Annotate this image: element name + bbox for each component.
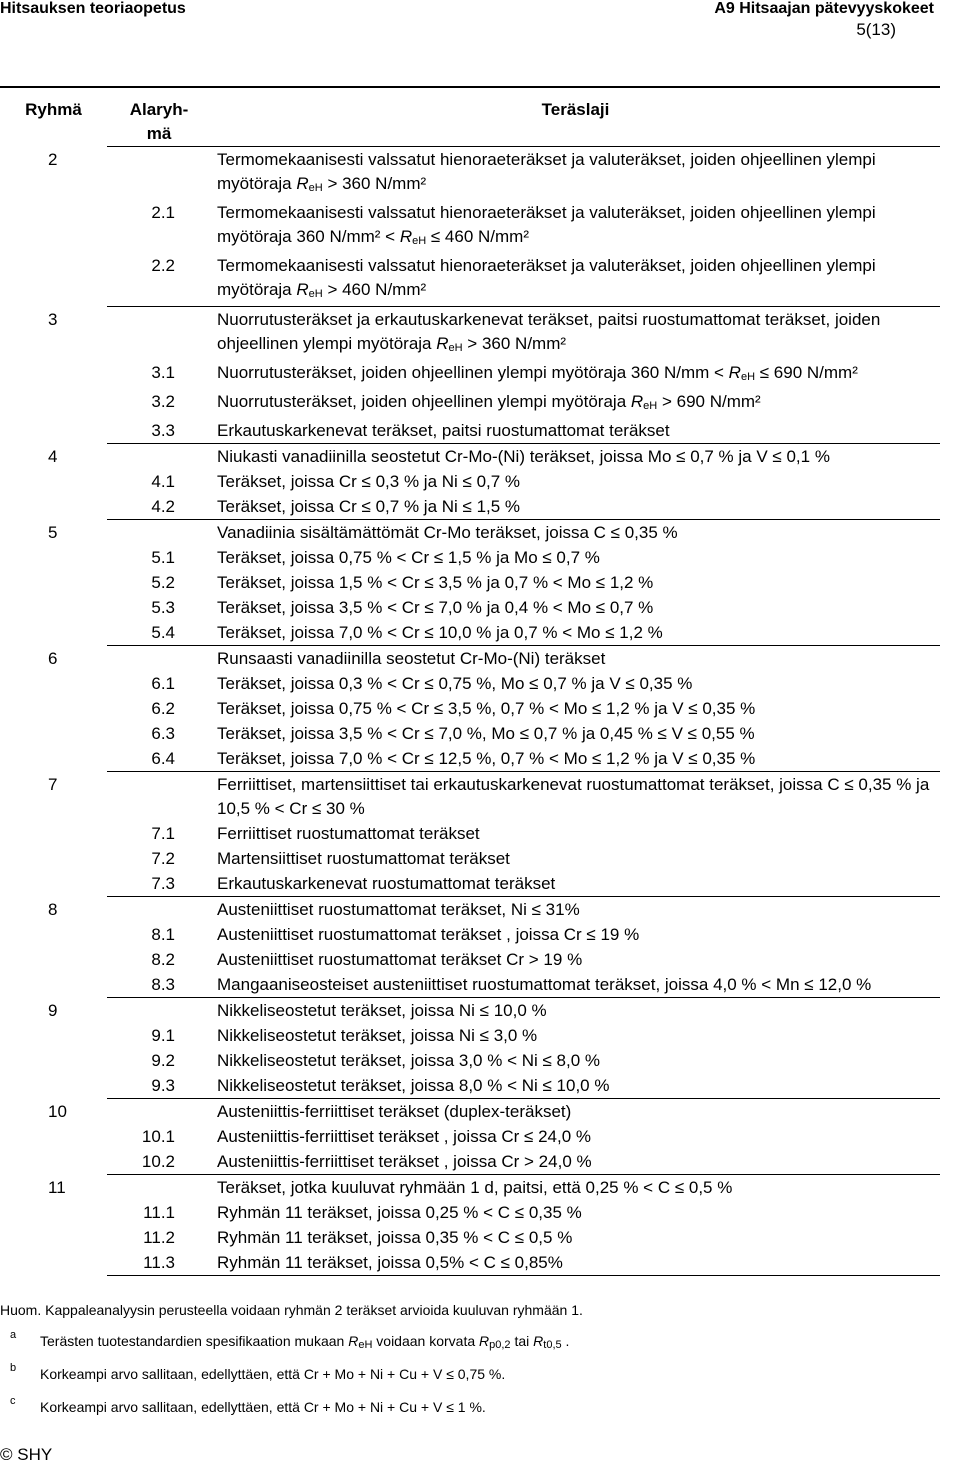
steel-type-cell: Teräkset, joissa Cr ≤ 0,7 % ja Ni ≤ 1,5 % xyxy=(217,497,521,516)
subgroup-cell: 6.4 xyxy=(151,749,175,768)
subgroup-cell: 11.3 xyxy=(107,1250,211,1276)
group-cell xyxy=(0,846,107,871)
group-cell xyxy=(0,1149,107,1175)
group-cell: 3 xyxy=(48,309,58,329)
steel-type-cell: Austeniittiset ruostumattomat teräkset, Ni ≤ 31% xyxy=(211,897,940,923)
symbol-r: R xyxy=(630,392,644,411)
steel-type-cell: Ferriittiset, martensiittiset tai erkautuskarkenevat ruostumattomat teräkset, joissa C ≤ 0,35 % ja 10,5 % < Cr ≤ 30 % xyxy=(211,772,940,822)
subgroup-cell: 4.1 xyxy=(151,472,175,491)
steel-type-cell: Teräkset, jotka kuuluvat ryhmään 1 d, paitsi, että 0,25 % < C ≤ 0,5 % xyxy=(211,1175,940,1201)
table-row xyxy=(0,595,940,620)
group-cell xyxy=(0,746,107,772)
subgroup-cell: 11.1 xyxy=(143,1203,175,1222)
table-row xyxy=(0,721,940,746)
steel-type-cell: Teräkset, joissa 3,5 % < Cr ≤ 7,0 % ja 0,4 % < Mo ≤ 0,7 % xyxy=(217,598,654,617)
steel-type-cell: Austeniittis-ferriittiset teräkset , joissa Cr ≤ 24,0 % xyxy=(217,1127,592,1146)
group-cell xyxy=(0,253,107,307)
steel-type-cell: Teräkset, joissa Cr ≤ 0,3 % ja Ni ≤ 0,7 % xyxy=(217,472,521,491)
subgroup-cell: 4.2 xyxy=(151,497,175,516)
table-row xyxy=(0,696,940,721)
subgroup-cell: 2.2 xyxy=(151,256,175,275)
steel-type-cell: Niukasti vanadiinilla seostetut Cr-Mo-(Ni) teräkset, joissa Mo ≤ 0,7 % ja V ≤ 0,1 % xyxy=(211,444,940,470)
table-body xyxy=(0,147,940,1276)
group-cell xyxy=(0,871,107,897)
subscript: eH xyxy=(308,288,323,300)
table-row xyxy=(0,922,940,947)
table-row xyxy=(0,307,940,361)
table-row xyxy=(0,821,940,846)
subscript: eH xyxy=(740,371,756,383)
footnote-marker: b xyxy=(10,1362,17,1374)
page-number: 5(13) xyxy=(856,20,896,39)
table-row xyxy=(0,147,940,201)
group-cell xyxy=(0,595,107,620)
symbol-r: R xyxy=(436,334,449,353)
subgroup-cell: 10.1 xyxy=(141,1127,175,1146)
group-cell xyxy=(0,360,107,389)
footnote-marker: c xyxy=(10,1395,16,1407)
steel-type-cell: Termomekaanisesti valssatut hienoraeteräkset ja valuteräkset, joiden ohjeellinen ylempi myötöraja ReH > 360 N/mm² xyxy=(211,147,940,201)
steel-type-cell: Teräkset, joissa 3,5 % < Cr ≤ 7,0 %, Mo ≤ 0,7 % ja 0,45 % ≤ V ≤ 0,55 % xyxy=(217,724,755,743)
subgroup-cell: 11.2 xyxy=(143,1228,175,1247)
steel-type-cell: Ryhmän 11 teräkset, joissa 0,5% < C ≤ 0,85% xyxy=(211,1250,940,1276)
table-row xyxy=(0,418,940,444)
group-cell: 7 xyxy=(48,774,58,794)
table-row xyxy=(0,389,940,418)
table-row xyxy=(0,494,940,520)
group-cell xyxy=(0,1124,107,1149)
table-row xyxy=(0,1073,940,1099)
group-cell xyxy=(0,671,107,696)
header-subgroup-line2: mä xyxy=(146,124,172,143)
steel-type-cell: Teräkset, joissa 0,75 % < Cr ≤ 1,5 % ja Mo ≤ 0,7 % xyxy=(217,548,600,567)
steel-type-cell: Nikkeliseostetut teräkset, joissa Ni ≤ 10,0 % xyxy=(211,998,940,1024)
group-cell: 5 xyxy=(48,522,58,542)
table-row xyxy=(0,746,940,772)
table-row xyxy=(0,570,940,595)
group-cell xyxy=(0,1073,107,1099)
group-cell xyxy=(0,947,107,972)
subgroup-cell: 3.2 xyxy=(151,392,175,411)
header-subgroup-line1: Alaryh- xyxy=(129,100,189,119)
symbol-r: R xyxy=(728,363,741,382)
table-row xyxy=(0,871,940,897)
subgroup-cell: 7.3 xyxy=(151,874,175,893)
group-cell: 6 xyxy=(48,648,58,668)
table-row xyxy=(0,469,940,494)
group-cell xyxy=(0,696,107,721)
subgroup-cell: 6.3 xyxy=(151,724,175,743)
subgroup-cell xyxy=(107,897,211,923)
subgroup-cell: 8.2 xyxy=(151,950,175,969)
subgroup-cell xyxy=(107,1099,211,1125)
footnote-marker: a xyxy=(10,1329,17,1341)
subscript: eH xyxy=(308,182,323,194)
subgroup-cell xyxy=(107,1175,211,1201)
table-row xyxy=(0,772,940,822)
steel-type-cell: Ryhmän 11 teräkset, joissa 0,35 % < C ≤ 0,5 % xyxy=(217,1228,573,1247)
subgroup-cell: 6.2 xyxy=(151,699,175,718)
subgroup-cell xyxy=(107,520,211,546)
steel-type-cell: Nikkeliseostetut teräkset, joissa 3,0 % < Ni ≤ 8,0 % xyxy=(217,1051,601,1070)
group-cell xyxy=(0,418,107,444)
group-cell xyxy=(0,1250,107,1276)
steel-type-cell: Nuorrutusteräkset, joiden ohjeellinen ylempi myötöraja 360 N/mm < ReH ≤ 690 N/mm² xyxy=(217,363,858,383)
steel-type-cell: Vanadiinia sisältämättömät Cr-Mo teräkset, joissa C ≤ 0,35 % xyxy=(211,520,940,546)
table-top-rule xyxy=(0,86,940,88)
subgroup-cell xyxy=(107,772,211,822)
subscript: eH xyxy=(643,400,658,412)
table-row xyxy=(0,545,940,570)
footnote-text: Korkeampi arvo sallitaan, edellyttäen, että Cr + Mo + Ni + Cu + V ≤ 1 %. xyxy=(40,1399,486,1415)
footnote-text: Terästen tuotestandardien spesifikaation mukaan ReH voidaan korvata Rp0,2 tai Rt0,5 . xyxy=(40,1333,570,1351)
steel-type-cell: Ryhmän 11 teräkset, joissa 0,25 % < C ≤ 0,35 % xyxy=(217,1203,582,1222)
group-cell xyxy=(0,721,107,746)
subgroup-cell xyxy=(107,147,211,201)
table-row xyxy=(0,1099,940,1125)
group-cell: 10 xyxy=(48,1101,67,1121)
steel-type-cell: Austeniittis-ferriittiset teräkset , joissa Cr > 24,0 % xyxy=(217,1152,592,1171)
table-row xyxy=(0,1023,940,1048)
subgroup-cell: 6.1 xyxy=(151,674,175,693)
table-row xyxy=(0,947,940,972)
steel-type-cell: Martensiittiset ruostumattomat teräkset xyxy=(217,849,510,868)
table-row xyxy=(0,444,940,470)
subgroup-cell: 3.3 xyxy=(151,421,175,440)
group-cell: 4 xyxy=(48,446,58,466)
header-right: A9 Hitsaajan pätevyyskokeet xyxy=(714,0,934,17)
steel-type-cell: Runsaasti vanadiinilla seostetut Cr-Mo-(Ni) teräkset xyxy=(211,646,940,672)
table-row xyxy=(0,646,940,672)
steel-type-cell: Teräkset, joissa 7,0 % < Cr ≤ 12,5 %, 0,7 % < Mo ≤ 1,2 % ja V ≤ 0,35 % xyxy=(217,749,756,768)
subgroup-cell: 5.3 xyxy=(151,598,175,617)
symbol-r: R xyxy=(399,227,413,246)
group-cell xyxy=(0,922,107,947)
subgroup-cell xyxy=(107,307,211,361)
group-cell xyxy=(0,570,107,595)
steel-type-cell: Austeniittiset ruostumattomat teräkset , joissa Cr ≤ 19 % xyxy=(217,925,640,944)
subgroup-cell: 10.2 xyxy=(141,1152,175,1171)
steel-type-cell: Austeniittiset ruostumattomat teräkset Cr > 19 % xyxy=(217,950,583,969)
note-huom: Huom. Kappaleanalyysin perusteella voidaan ryhmän 2 teräkset arvioida kuuluvan ryhmään 1. xyxy=(0,1302,583,1318)
steel-type-cell: Nikkeliseostetut teräkset, joissa 8,0 % < Ni ≤ 10,0 % xyxy=(217,1076,610,1095)
subgroup-cell xyxy=(107,646,211,672)
table-row xyxy=(0,520,940,546)
table-row xyxy=(0,360,940,389)
steel-type-cell: Teräkset, joissa 1,5 % < Cr ≤ 3,5 % ja 0,7 % < Mo ≤ 1,2 % xyxy=(217,573,654,592)
group-cell xyxy=(0,1023,107,1048)
symbol-r: R xyxy=(296,174,309,193)
subgroup-cell: 7.1 xyxy=(151,824,175,843)
header-steel-type: Teräslaji xyxy=(541,100,610,119)
header-subgroup xyxy=(107,89,211,147)
subgroup-cell: 9.3 xyxy=(151,1076,175,1095)
header-group: Ryhmä xyxy=(25,100,82,119)
steel-type-cell: Termomekaanisesti valssatut hienoraeteräkset ja valuteräkset, joiden ohjeellinen ylempi myötöraja 360 N/mm² < ReH ≤ 460 N/mm² xyxy=(217,203,876,247)
subgroup-cell: 8.1 xyxy=(151,925,175,944)
footnote-text: Korkeampi arvo sallitaan, edellyttäen, että Cr + Mo + Ni + Cu + V ≤ 0,75 %. xyxy=(40,1366,506,1382)
group-cell xyxy=(0,545,107,570)
steel-type-cell: Teräkset, joissa 7,0 % < Cr ≤ 10,0 % ja 0,7 % < Mo ≤ 1,2 % xyxy=(217,623,663,642)
subgroup-cell: 9.1 xyxy=(151,1026,175,1045)
table-row xyxy=(0,972,940,998)
header-left: Hitsauksen teoriaopetus xyxy=(0,0,186,17)
group-cell xyxy=(0,1048,107,1073)
table-row xyxy=(0,1250,940,1276)
table-row xyxy=(0,897,940,923)
table-row xyxy=(0,200,940,253)
subgroup-cell: 7.2 xyxy=(151,849,175,868)
steel-type-cell: Nikkeliseostetut teräkset, joissa Ni ≤ 3,0 % xyxy=(217,1026,538,1045)
group-cell: 2 xyxy=(48,149,58,169)
group-cell xyxy=(0,1200,107,1225)
subgroup-cell: 5.1 xyxy=(151,548,175,567)
table-row xyxy=(0,1149,940,1175)
steel-type-cell: Teräkset, joissa 0,3 % < Cr ≤ 0,75 %, Mo ≤ 0,7 % ja V ≤ 0,35 % xyxy=(217,674,693,693)
subscript: eH xyxy=(412,235,427,247)
table-row xyxy=(0,1048,940,1073)
steel-type-cell: Erkautuskarkenevat ruostumattomat teräkset xyxy=(217,874,556,893)
steel-type-cell: Nuorrutusteräkset, joiden ohjeellinen ylempi myötöraja ReH > 690 N/mm² xyxy=(217,392,761,412)
steel-type-cell: Teräkset, joissa 0,75 % < Cr ≤ 3,5 %, 0,7 % < Mo ≤ 1,2 % ja V ≤ 0,35 % xyxy=(217,699,756,718)
group-cell xyxy=(0,972,107,998)
steel-type-cell: Erkautuskarkenevat teräkset, paitsi ruostumattomat teräkset xyxy=(217,421,670,440)
table-row xyxy=(0,1200,940,1225)
steel-type-cell: Termomekaanisesti valssatut hienoraeteräkset ja valuteräkset, joiden ohjeellinen ylempi myötöraja ReH > 460 N/mm² xyxy=(217,256,876,300)
steel-type-cell: Austeniittis-ferriittiset teräkset (duplex-teräkset) xyxy=(211,1099,940,1125)
group-cell xyxy=(0,200,107,253)
table-row xyxy=(0,998,940,1024)
steel-group-table xyxy=(0,89,940,1276)
group-cell xyxy=(0,494,107,520)
subgroup-cell: 3.1 xyxy=(151,363,175,382)
subgroup-cell: 5.2 xyxy=(151,573,175,592)
steel-type-cell: Mangaaniseosteiset austeniittiset ruostumattomat teräkset, joissa 4,0 % < Mn ≤ 12,0 % xyxy=(217,975,872,994)
group-cell xyxy=(0,389,107,418)
group-cell xyxy=(0,821,107,846)
table-row xyxy=(0,671,940,696)
table-row xyxy=(0,1175,940,1201)
subgroup-cell: 9.2 xyxy=(151,1051,175,1070)
steel-type-cell: Nuorrutusteräkset ja erkautuskarkenevat teräkset, paitsi ruostumattomat teräkset, joiden ohjeellinen ylempi myötöraja ReH > 360 N/mm² xyxy=(211,307,940,361)
group-cell xyxy=(0,1225,107,1250)
table-row xyxy=(0,1225,940,1250)
subgroup-cell xyxy=(107,998,211,1024)
table-header-row xyxy=(0,89,940,147)
group-cell: 9 xyxy=(48,1000,58,1020)
copyright: © SHY xyxy=(0,1445,53,1464)
table-row xyxy=(0,620,940,646)
table-row xyxy=(0,1124,940,1149)
subgroup-cell xyxy=(107,444,211,470)
subscript: eH xyxy=(448,342,463,354)
subgroup-cell: 2.1 xyxy=(151,203,175,222)
group-cell: 8 xyxy=(48,899,58,919)
symbol-r: R xyxy=(296,280,309,299)
table-row xyxy=(0,253,940,307)
subgroup-cell: 5.4 xyxy=(151,623,175,642)
group-cell: 11 xyxy=(48,1177,66,1197)
steel-type-cell: Ferriittiset ruostumattomat teräkset xyxy=(217,824,480,843)
table-row xyxy=(0,846,940,871)
group-cell xyxy=(0,620,107,646)
subgroup-cell: 8.3 xyxy=(151,975,175,994)
group-cell xyxy=(0,469,107,494)
